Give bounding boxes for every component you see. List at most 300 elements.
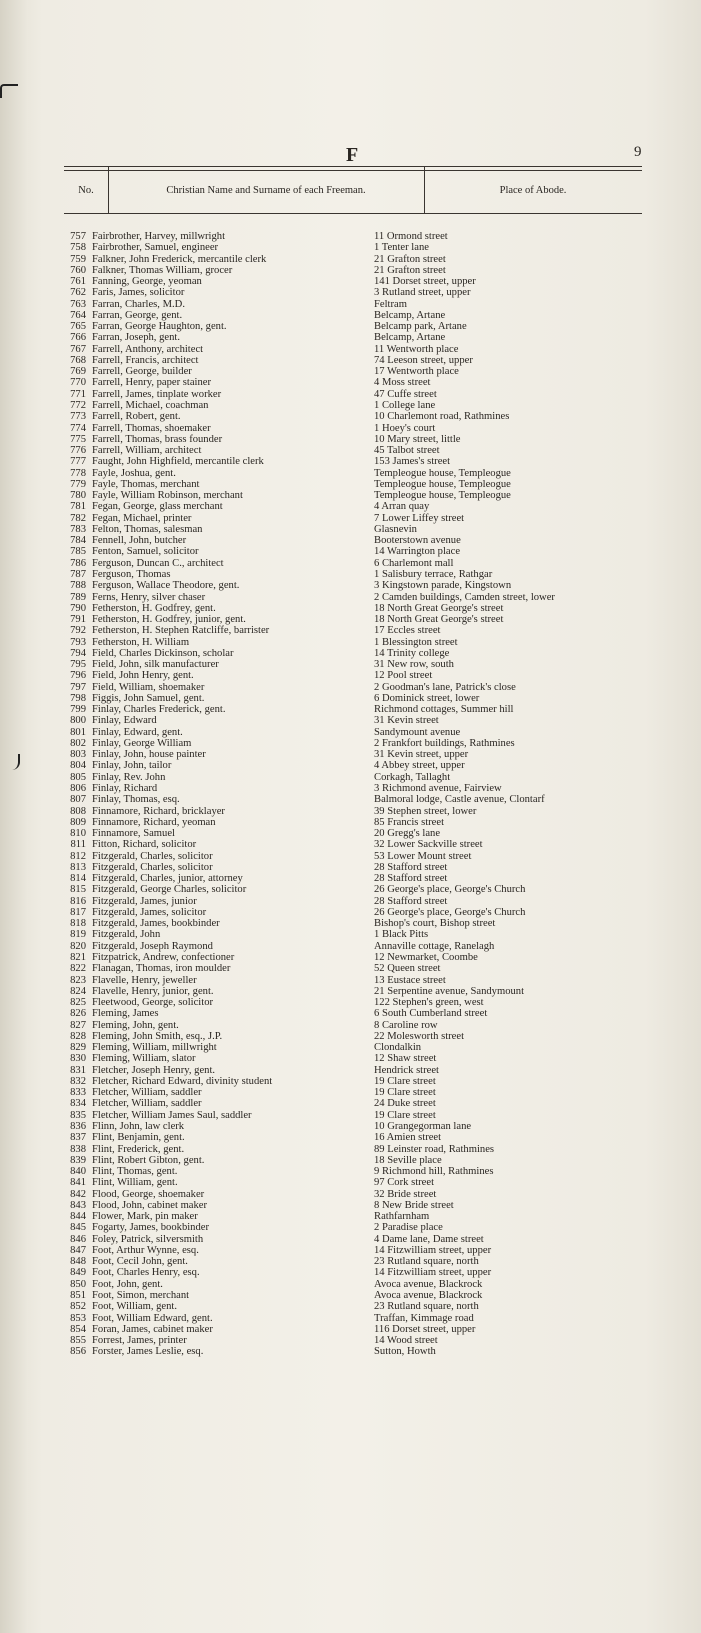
freeman-name: Foot, Arthur Wynne, esq. [92, 1244, 199, 1256]
entry-number: 826 [70, 1008, 86, 1020]
list-item [0, 783, 701, 794]
list-item [0, 839, 701, 850]
place-of-abode: 116 Dorset street, upper [374, 1323, 476, 1335]
entry-number: 787 [70, 568, 86, 580]
place-of-abode: 6 South Cumberland street [374, 1008, 488, 1020]
place-of-abode: Belcamp, Artane [374, 309, 446, 321]
place-of-abode: 11 Ormond street [374, 231, 448, 242]
entry-number: 809 [70, 816, 86, 828]
list-item [0, 242, 701, 253]
list-item [0, 1110, 701, 1121]
freeman-name: Flint, Thomas, gent. [92, 1166, 178, 1178]
list-item [0, 715, 701, 726]
freeman-name: Fitton, Richard, solicitor [92, 839, 197, 851]
entry-number: 851 [70, 1289, 86, 1301]
freeman-name: Fayle, Thomas, merchant [92, 478, 200, 490]
list-item [0, 873, 701, 884]
list-item [0, 231, 701, 242]
entry-number: 762 [70, 287, 86, 299]
entry-number: 828 [70, 1030, 86, 1042]
entry-number: 788 [70, 580, 86, 592]
list-item [0, 287, 701, 298]
entry-number: 818 [70, 918, 86, 930]
entry-number: 773 [70, 411, 86, 423]
freeman-name: Ferguson, Thomas [92, 568, 171, 580]
entry-number: 853 [70, 1312, 86, 1324]
entry-number: 835 [70, 1109, 86, 1121]
entry-number: 813 [70, 861, 86, 873]
list-item [0, 884, 701, 895]
place-of-abode: 26 George's place, George's Church [374, 906, 526, 918]
freeman-name: Flint, Frederick, gent. [92, 1143, 185, 1155]
freeman-name: Fegan, Michael, printer [92, 512, 192, 524]
place-of-abode: Glasnevin [374, 523, 417, 535]
freeman-name: Fleming, John Smith, esq., J.P. [92, 1030, 223, 1042]
place-of-abode: 20 Gregg's lane [374, 828, 441, 840]
list-item [0, 411, 701, 422]
list-item [0, 963, 701, 974]
entry-number: 836 [70, 1120, 86, 1132]
entry-number: 784 [70, 535, 86, 547]
place-of-abode: 13 Eustace street [374, 974, 446, 986]
place-of-abode: 31 New row, south [374, 659, 454, 671]
list-item [0, 1245, 701, 1256]
place-of-abode: 19 Clare street [374, 1109, 436, 1121]
place-of-abode: 1 Blessington street [374, 636, 458, 648]
list-item [0, 456, 701, 467]
freeman-name: Finlay, Richard [92, 783, 158, 795]
place-of-abode: 28 Stafford street [374, 895, 448, 907]
place-of-abode: Annaville cottage, Ranelagh [374, 940, 495, 952]
place-of-abode: 26 George's place, George's Church [374, 884, 526, 896]
entry-number: 816 [70, 895, 86, 907]
place-of-abode: 12 Shaw street [374, 1053, 437, 1065]
place-of-abode: 19 Clare street [374, 1087, 436, 1099]
freeman-name: Farrell, Henry, paper stainer [92, 377, 212, 389]
list-item [0, 434, 701, 445]
place-of-abode: 14 Fitzwilliam street, upper [374, 1267, 492, 1279]
entry-number: 838 [70, 1143, 86, 1155]
place-of-abode: 11 Wentworth place [374, 343, 459, 355]
freeman-name: Farran, George, gent. [92, 309, 183, 321]
list-item [0, 400, 701, 411]
freeman-name: Fetherston, H. Godfrey, gent. [92, 602, 216, 614]
freeman-name: Fletcher, William, saddler [92, 1098, 202, 1110]
list-item [0, 332, 701, 343]
list-item [0, 1279, 701, 1290]
entry-number: 757 [70, 231, 86, 242]
place-of-abode: 14 Wood street [374, 1335, 438, 1347]
place-of-abode: 53 Lower Mount street [374, 850, 472, 862]
list-item [0, 321, 701, 332]
entry-number: 802 [70, 737, 86, 749]
freeman-name: Fayle, William Robinson, merchant [92, 490, 243, 502]
freeman-name: Farrell, George, builder [92, 366, 192, 378]
place-of-abode: Templeogue house, Templeogue [374, 490, 511, 502]
place-of-abode: 2 Goodman's lane, Patrick's close [374, 681, 516, 693]
place-of-abode: 10 Charlemont road, Rathmines [374, 411, 510, 423]
entry-number: 771 [70, 388, 86, 400]
place-of-abode: 3 Kingstown parade, Kingstown [374, 580, 512, 592]
entry-number: 779 [70, 478, 86, 490]
freeman-name: Ferguson, Wallace Theodore, gent. [92, 580, 240, 592]
place-of-abode: 74 Leeson street, upper [374, 354, 473, 366]
list-item [0, 794, 701, 805]
place-of-abode: 12 Newmarket, Coombe [374, 952, 478, 963]
place-of-abode: 4 Dame lane, Dame street [374, 1233, 484, 1245]
freeman-name: Fetherston, H. Godfrey, junior, gent. [92, 614, 246, 626]
entry-number: 822 [70, 963, 86, 975]
freeman-name: Foot, John, gent. [92, 1278, 163, 1290]
freeman-name: Fitzgerald, Charles, solicitor [92, 861, 213, 873]
freeman-name: Field, John, silk manufacturer [92, 659, 219, 671]
entry-number: 829 [70, 1042, 86, 1054]
list-item [0, 1301, 701, 1312]
place-of-abode: 6 Dominick street, lower [374, 692, 480, 704]
place-of-abode: 89 Leinster road, Rathmines [374, 1143, 495, 1155]
place-of-abode: 1 College lane [374, 399, 436, 411]
freeman-name: Fitzgerald, Charles, junior, attorney [92, 873, 243, 885]
freeman-name: Finlay, Edward, gent. [92, 726, 183, 738]
entry-number: 805 [70, 771, 86, 783]
entry-number: 834 [70, 1098, 86, 1110]
freeman-name: Fletcher, William James Saul, saddler [92, 1109, 252, 1121]
freeman-name: Fegan, George, glass merchant [92, 501, 223, 513]
entry-number: 807 [70, 794, 86, 806]
place-of-abode: 21 Grafton street [374, 253, 446, 265]
place-of-abode: 9 Richmond hill, Rathmines [374, 1166, 494, 1178]
entry-number: 801 [70, 726, 86, 738]
freeman-name: Flavelle, Henry, junior, gent. [92, 985, 214, 997]
place-of-abode: Rathfarnham [374, 1211, 430, 1223]
entry-number: 760 [70, 264, 86, 276]
place-of-abode: Avoca avenue, Blackrock [374, 1278, 483, 1290]
freeman-name: Farrell, Thomas, brass founder [92, 433, 223, 445]
freeman-name: Fayle, Joshua, gent. [92, 467, 176, 479]
entry-number: 789 [70, 591, 86, 603]
place-of-abode: Booterstown avenue [374, 535, 461, 547]
freeman-name: Finlay, John, tailor [92, 760, 172, 772]
list-item [0, 727, 701, 738]
freeman-name: Fitzgerald, John [92, 929, 161, 941]
entry-number: 794 [70, 647, 86, 659]
list-item [0, 1256, 701, 1267]
place-of-abode: 24 Duke street [374, 1098, 436, 1110]
freeman-name: Ferns, Henry, silver chaser [92, 591, 206, 603]
place-of-abode: Avoca avenue, Blackrock [374, 1289, 483, 1301]
freeman-name: Forrest, James, printer [92, 1335, 187, 1347]
list-item [0, 1031, 701, 1042]
list-item [0, 862, 701, 873]
freeman-name: Field, Charles Dickinson, scholar [92, 647, 234, 659]
entry-number: 852 [70, 1301, 86, 1313]
entry-number: 839 [70, 1154, 86, 1166]
list-item [0, 1144, 701, 1155]
list-item [0, 997, 701, 1008]
place-of-abode: 28 Stafford street [374, 873, 448, 885]
list-item [0, 760, 701, 771]
list-item [0, 907, 701, 918]
entry-number: 780 [70, 490, 86, 502]
freeman-name: Farran, Charles, M.D. [92, 298, 185, 310]
freeman-name: Faris, James, solicitor [92, 287, 185, 299]
list-item [0, 1324, 701, 1335]
list-item [0, 648, 701, 659]
list-item [0, 704, 701, 715]
place-of-abode: 23 Rutland square, north [374, 1301, 479, 1313]
freeman-name: Finlay, George William [92, 737, 192, 749]
place-of-abode: 85 Francis street [374, 816, 445, 828]
entry-number: 832 [70, 1075, 86, 1087]
list-item [0, 896, 701, 907]
entry-number: 770 [70, 377, 86, 389]
list-item [0, 558, 701, 569]
place-of-abode: 3 Rutland street, upper [374, 287, 471, 299]
freeman-name: Farrell, Anthony, architect [92, 343, 204, 355]
entry-number: 797 [70, 681, 86, 693]
list-item [0, 344, 701, 355]
place-of-abode: Hendrick street [374, 1064, 440, 1076]
freeman-name: Felton, Thomas, salesman [92, 523, 203, 535]
list-item [0, 1211, 701, 1222]
entry-number: 777 [70, 456, 86, 468]
list-item [0, 918, 701, 929]
list-item [0, 254, 701, 265]
place-of-abode: 8 Caroline row [374, 1019, 438, 1031]
freeman-name: Farrell, Robert, gent. [92, 411, 181, 423]
freeman-name: Flood, George, shoemaker [92, 1188, 205, 1200]
entry-number: 764 [70, 309, 86, 321]
freeman-name: Fetherston, H. William [92, 636, 190, 648]
freeman-name: Farrell, Michael, coachman [92, 399, 209, 411]
list-item [0, 468, 701, 479]
entry-number: 774 [70, 422, 86, 434]
list-item [0, 1234, 701, 1245]
freeman-name: Farrell, Thomas, shoemaker [92, 422, 211, 434]
list-item [0, 625, 701, 636]
place-of-abode: 47 Cuffe street [374, 388, 437, 400]
freeman-name: Fletcher, William, saddler [92, 1087, 202, 1099]
entry-number: 831 [70, 1064, 86, 1076]
entry-number: 790 [70, 602, 86, 614]
place-of-abode: 18 North Great George's street [374, 614, 504, 626]
place-of-abode: Sutton, Howth [374, 1346, 436, 1358]
entry-number: 781 [70, 501, 86, 513]
freeman-name: Foot, William Edward, gent. [92, 1312, 213, 1324]
entry-number: 841 [70, 1177, 86, 1189]
list-item [0, 513, 701, 524]
entry-number: 824 [70, 985, 86, 997]
place-of-abode: 32 Bride street [374, 1188, 437, 1200]
freeman-name: Fitzgerald, Joseph Raymond [92, 940, 213, 952]
entry-number: 814 [70, 873, 86, 885]
place-of-abode: Belcamp park, Artane [374, 321, 467, 333]
place-of-abode: 21 Grafton street [374, 264, 446, 276]
place-of-abode: 2 Camden buildings, Camden street, lower [374, 591, 555, 603]
freeman-name: Fitzpatrick, Andrew, confectioner [92, 952, 235, 963]
place-of-abode: 1 Tenter lane [374, 242, 429, 254]
list-item [0, 659, 701, 670]
list-item [0, 445, 701, 456]
list-item [0, 366, 701, 377]
freeman-name: Flint, Benjamin, gent. [92, 1132, 185, 1144]
entry-number: 837 [70, 1132, 86, 1144]
freeman-name: Fleming, William, slator [92, 1053, 196, 1065]
list-item [0, 265, 701, 276]
list-item [0, 1346, 701, 1357]
list-item [0, 941, 701, 952]
entry-number: 795 [70, 659, 86, 671]
place-of-abode: 18 North Great George's street [374, 602, 504, 614]
freeman-name: Fenton, Samuel, solicitor [92, 546, 199, 558]
place-of-abode: 39 Stephen street, lower [374, 805, 477, 817]
list-item [0, 299, 701, 310]
place-of-abode: 7 Lower Liffey street [374, 512, 465, 524]
freeman-name: Foot, William, gent. [92, 1301, 178, 1313]
page-number: 9 [634, 144, 642, 160]
table-header [64, 166, 642, 214]
entry-number: 766 [70, 332, 86, 344]
place-of-abode: 28 Stafford street [374, 861, 448, 873]
entry-number: 783 [70, 523, 86, 535]
place-of-abode: 19 Clare street [374, 1075, 436, 1087]
place-of-abode: 12 Pool street [374, 670, 433, 682]
freeman-name: Finnamore, Samuel [92, 828, 175, 840]
entry-number: 833 [70, 1087, 86, 1099]
freeman-name: Field, John Henry, gent. [92, 670, 194, 682]
place-of-abode: 4 Moss street [374, 377, 431, 389]
entry-number: 821 [70, 952, 86, 963]
freeman-name: Fitzgerald, George Charles, solicitor [92, 884, 247, 896]
place-of-abode: 17 Wentworth place [374, 366, 459, 378]
list-item [0, 276, 701, 287]
freeman-name: Forster, James Leslie, esq. [92, 1346, 204, 1358]
list-item [0, 1290, 701, 1301]
place-of-abode: Sandymount avenue [374, 726, 461, 738]
entry-number: 782 [70, 512, 86, 524]
header-number-column: No. [64, 167, 109, 213]
freeman-name: Farran, Joseph, gent. [92, 332, 180, 344]
freeman-name: Flinn, John, law clerk [92, 1120, 185, 1132]
list-item [0, 614, 701, 625]
place-of-abode: 141 Dorset street, upper [374, 276, 476, 288]
place-of-abode: 122 Stephen's green, west [374, 997, 484, 1009]
entry-number: 844 [70, 1211, 86, 1223]
entry-number: 785 [70, 546, 86, 558]
entry-number: 848 [70, 1256, 86, 1268]
entry-number: 811 [70, 839, 86, 851]
place-of-abode: 21 Serpentine avenue, Sandymount [374, 985, 525, 997]
entry-number: 775 [70, 433, 86, 445]
place-of-abode: 31 Kevin street [374, 715, 439, 727]
list-item [0, 637, 701, 648]
entry-number: 763 [70, 298, 86, 310]
entry-number: 842 [70, 1188, 86, 1200]
place-of-abode: 3 Richmond avenue, Fairview [374, 783, 502, 795]
entry-number: 825 [70, 997, 86, 1009]
entry-number: 806 [70, 783, 86, 795]
list-item [0, 1313, 701, 1324]
entry-number: 849 [70, 1267, 86, 1279]
list-item [0, 986, 701, 997]
entry-number: 847 [70, 1244, 86, 1256]
freeman-name: Flint, Robert Gibton, gent. [92, 1154, 205, 1166]
list-item [0, 569, 701, 580]
freeman-name: Fitzgerald, James, junior [92, 895, 197, 907]
header-abode-column: Place of Abode. [499, 184, 567, 196]
freeman-name: Fleming, James [92, 1008, 159, 1020]
list-item [0, 670, 701, 681]
place-of-abode: 23 Rutland square, north [374, 1256, 479, 1268]
freeman-name: Fetherston, H. Stephen Ratcliffe, barrister [92, 625, 270, 637]
entry-number: 796 [70, 670, 86, 682]
entry-number: 855 [70, 1335, 86, 1347]
list-item [0, 828, 701, 839]
list-item [0, 975, 701, 986]
entry-number: 815 [70, 884, 86, 896]
place-of-abode: Belcamp, Artane [374, 332, 446, 344]
entry-number: 761 [70, 276, 86, 288]
place-of-abode: 31 Kevin street, upper [374, 749, 469, 761]
place-of-abode: 2 Frankfort buildings, Rathmines [374, 737, 515, 749]
entry-number: 812 [70, 850, 86, 862]
entry-number: 778 [70, 467, 86, 479]
list-item [0, 389, 701, 400]
freeman-name: Fleming, John, gent. [92, 1019, 179, 1031]
list-item [0, 546, 701, 557]
freeman-name: Finlay, Charles Frederick, gent. [92, 704, 226, 716]
entry-number: 820 [70, 940, 86, 952]
list-item [0, 479, 701, 490]
entry-number: 843 [70, 1199, 86, 1211]
entry-number: 810 [70, 828, 86, 840]
place-of-abode: Richmond cottages, Summer hill [374, 704, 514, 716]
place-of-abode: 52 Queen street [374, 963, 441, 975]
freemen-list [0, 231, 701, 1358]
freeman-name: Fennell, John, butcher [92, 535, 187, 547]
freeman-name: Flavelle, Henry, jeweller [92, 974, 197, 986]
entry-number: 792 [70, 625, 86, 637]
freeman-name: Finlay, Thomas, esq. [92, 794, 180, 806]
list-item [0, 1076, 701, 1087]
freeman-name: Fairbrother, Samuel, engineer [92, 242, 219, 254]
entry-number: 854 [70, 1323, 86, 1335]
list-item [0, 1020, 701, 1031]
place-of-abode: 22 Molesworth street [374, 1030, 465, 1042]
entry-number: 840 [70, 1166, 86, 1178]
entry-number: 758 [70, 242, 86, 254]
place-of-abode: 1 Salisbury terrace, Rathgar [374, 568, 493, 580]
place-of-abode: 14 Trinity college [374, 647, 450, 659]
place-of-abode: Traffan, Kimmage road [374, 1312, 474, 1324]
place-of-abode: 8 New Bride street [374, 1199, 454, 1211]
place-of-abode: 18 Seville place [374, 1154, 442, 1166]
freeman-name: Foley, Patrick, silversmith [92, 1233, 204, 1245]
list-item [0, 580, 701, 591]
freeman-name: Fleetwood, George, solicitor [92, 997, 214, 1009]
entry-number: 817 [70, 906, 86, 918]
place-of-abode: Balmoral lodge, Castle avenue, Clontarf [374, 794, 545, 806]
list-item [0, 772, 701, 783]
entry-number: 786 [70, 557, 86, 569]
freeman-name: Field, William, shoemaker [92, 681, 205, 693]
list-item [0, 1222, 701, 1233]
entry-number: 808 [70, 805, 86, 817]
entry-number: 823 [70, 974, 86, 986]
entry-number: 765 [70, 321, 86, 333]
freeman-name: Flood, John, cabinet maker [92, 1199, 208, 1211]
list-item [0, 592, 701, 603]
